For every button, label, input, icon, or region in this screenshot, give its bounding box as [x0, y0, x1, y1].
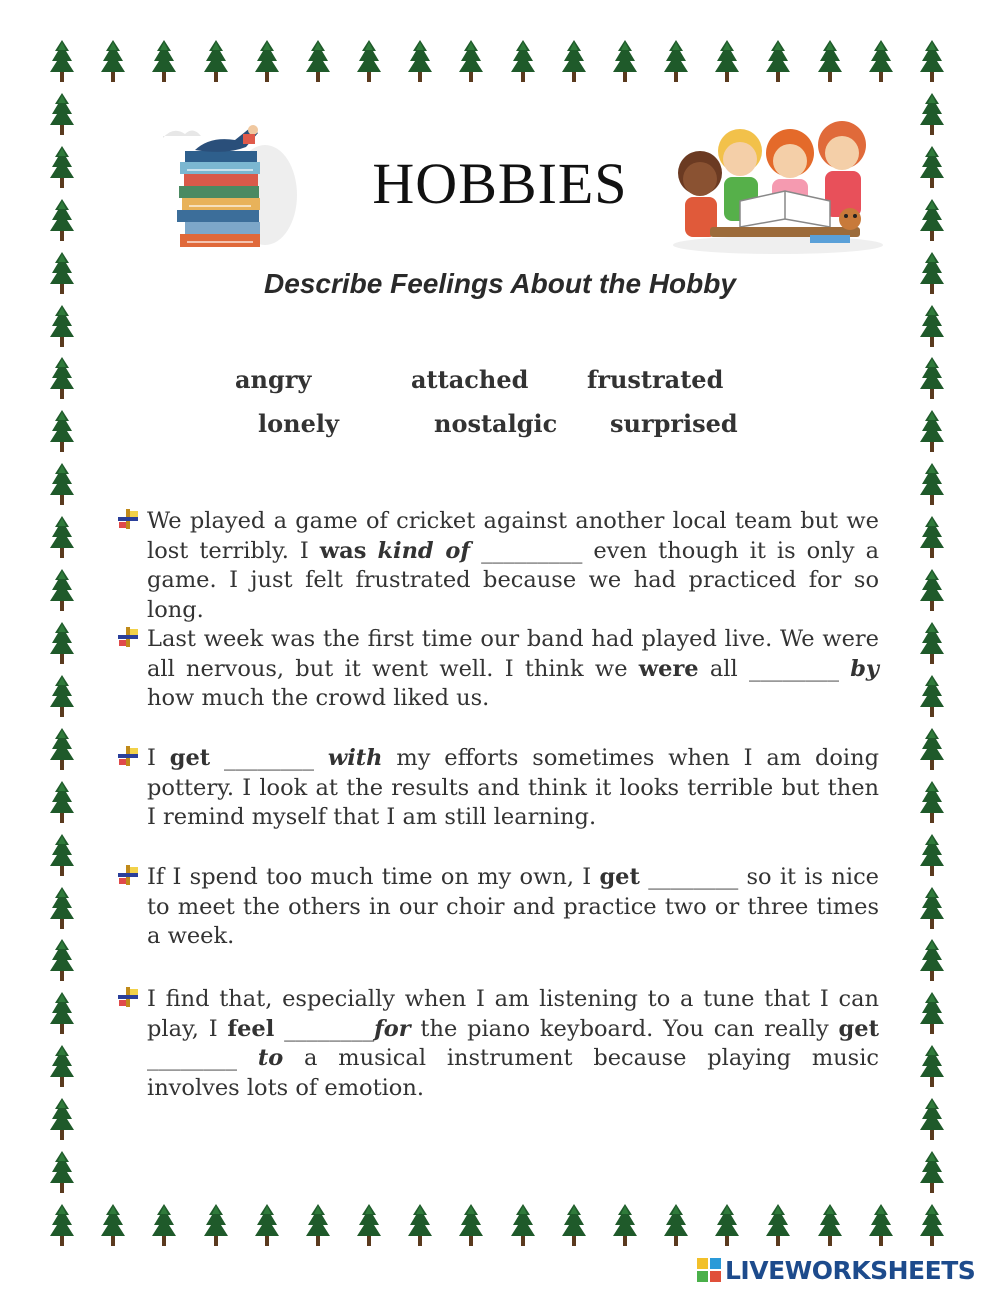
tree-icon [48, 833, 76, 879]
tree-icon [918, 1044, 946, 1090]
tree-icon [918, 833, 946, 879]
word-bank-frustrated: frustrated [587, 365, 724, 394]
footer-brand-text: LIVEWORKSHEETS [725, 1255, 976, 1285]
page-subtitle: Describe Feelings About the Hobby [264, 268, 736, 299]
exercise-5-blank-2[interactable]: ________ [147, 1045, 237, 1071]
tree-icon [253, 1203, 281, 1249]
tree-icon [48, 727, 76, 773]
tree-icon [713, 39, 741, 85]
tree-icon [406, 1203, 434, 1249]
exercise-1-blank[interactable]: _________ [481, 537, 583, 564]
tree-icon [918, 938, 946, 984]
tree-icon [99, 1203, 127, 1249]
tree-icon [918, 674, 946, 720]
tree-icon [918, 621, 946, 667]
exercise-5-text-end: a musical instrument because playing music involves lots of emotion. [147, 1045, 880, 1101]
tree-icon [918, 886, 946, 932]
tree-icon [202, 39, 230, 85]
tree-icon [48, 39, 76, 85]
exercise-2-text: Last week was the first time our band had played live. We were all nervous, but it went well. I think we [147, 626, 879, 682]
exercise-1-text: We played a game of cricket against another local team but we lost terribly. I [147, 508, 879, 564]
tree-icon [48, 1044, 76, 1090]
word-bank-nostalgic: nostalgic [434, 409, 558, 438]
tree-icon [99, 39, 127, 85]
tree-icon [918, 409, 946, 455]
word-bank-lonely: lonely [258, 409, 339, 438]
liveworksheets-brand [697, 1253, 975, 1287]
exercise-5-blank-1[interactable]: ________ [284, 1015, 375, 1042]
exercise-3-text-end: my efforts sometimes when I am doing pottery. I look at the results and think it looks terrible but then I remind myself that I am still learning. [147, 745, 880, 830]
tree-icon [48, 462, 76, 508]
exercise-4-text-end: so it is nice to meet the others in our choir and practice two or three times a week. [147, 864, 879, 949]
tree-icon [48, 938, 76, 984]
exercise-3-blank[interactable]: ________ [224, 745, 315, 771]
tree-icon [48, 1203, 76, 1249]
bullet-icon [117, 864, 141, 886]
word-bank-surprised: surprised [610, 409, 738, 438]
tree-icon [509, 39, 537, 85]
tree-icon [48, 568, 76, 614]
tree-icon [48, 356, 76, 402]
tree-icon [918, 1203, 946, 1249]
exercise-5-keyword-feel: feel [227, 1015, 275, 1042]
tree-icon [867, 1203, 895, 1249]
word-bank-attached: attached [411, 365, 529, 394]
exercise-5-keyword-to: to [257, 1045, 284, 1071]
tree-icon [662, 39, 690, 85]
tree-icon [406, 39, 434, 85]
tree-icon [918, 92, 946, 138]
exercise-4 [147, 863, 879, 952]
tree-icon [918, 1097, 946, 1143]
exercise-4-text: If I spend too much time on my own, I [147, 864, 600, 890]
exercise-5-text: I find that, especially when I am listening to a tune that I can play, I [147, 986, 879, 1042]
tree-icon [918, 727, 946, 773]
tree-icon [48, 515, 76, 561]
exercise-2 [147, 625, 879, 714]
bullet-icon [117, 986, 141, 1008]
tree-icon [918, 356, 946, 402]
tree-icon [304, 1203, 332, 1249]
tree-icon [48, 674, 76, 720]
tree-icon [355, 1203, 383, 1249]
tree-icon [918, 780, 946, 826]
tree-icon [355, 39, 383, 85]
exercise-5-keyword-for: for [374, 1015, 411, 1042]
tree-icon [918, 462, 946, 508]
tree-icon [918, 1150, 946, 1196]
page-title: HOBBIES [372, 151, 628, 216]
tree-icon [457, 39, 485, 85]
tree-icon [816, 39, 844, 85]
exercise-3 [147, 744, 879, 833]
tree-icon [713, 1203, 741, 1249]
exercise-3-keyword-with: with [327, 745, 383, 771]
tree-icon [48, 780, 76, 826]
tree-icon [304, 39, 332, 85]
tree-icon [764, 39, 792, 85]
exercise-2-keyword-were: were [638, 655, 699, 682]
tree-icon [457, 1203, 485, 1249]
tree-icon [560, 39, 588, 85]
tree-icon [48, 991, 76, 1037]
exercise-4-keyword-get: get [599, 864, 640, 890]
tree-icon [918, 304, 946, 350]
bullet-icon [117, 626, 141, 648]
exercise-5-keyword-get: get [838, 1015, 879, 1042]
tree-icon [48, 1150, 76, 1196]
exercise-1-keyword-was: was [319, 537, 367, 564]
tree-icon [867, 39, 895, 85]
tree-icon [202, 1203, 230, 1249]
exercise-5-text-mid: the piano keyboard. You can really [410, 1015, 839, 1042]
tree-icon [918, 991, 946, 1037]
exercise-4-blank[interactable]: ________ [648, 864, 739, 890]
bullet-icon [117, 745, 141, 767]
bullet-icon [117, 508, 141, 530]
tree-icon [611, 39, 639, 85]
word-bank-angry: angry [235, 365, 312, 394]
tree-icon [560, 1203, 588, 1249]
tree-icon [48, 409, 76, 455]
tree-icon [918, 515, 946, 561]
exercise-3-text: I [147, 745, 170, 771]
tree-icon [918, 568, 946, 614]
exercise-2-text-end: how much the crowd liked us. [147, 685, 490, 711]
tree-icon [611, 1203, 639, 1249]
tree-icon [918, 39, 946, 85]
exercise-1-keyword-kind-of: kind of [377, 537, 471, 564]
exercise-2-text-mid: all [698, 655, 749, 682]
tree-icon [48, 92, 76, 138]
tree-icon [48, 621, 76, 667]
exercise-3-keyword-get: get [169, 745, 211, 771]
tree-icon [150, 39, 178, 85]
exercise-1 [147, 507, 879, 625]
tree-icon [662, 1203, 690, 1249]
tree-icon [48, 886, 76, 932]
liveworksheets-logo-icon [697, 1258, 721, 1282]
exercise-5 [147, 985, 879, 1103]
tree-icon [253, 39, 281, 85]
tree-icon [48, 304, 76, 350]
exercise-1-text-end: even though it is only a game. I just felt frustrated because we had practiced for so long. [147, 537, 880, 623]
exercise-2-blank[interactable]: ________ [748, 655, 839, 682]
tree-icon [48, 1097, 76, 1143]
tree-icon [150, 1203, 178, 1249]
tree-icon [816, 1203, 844, 1249]
exercise-2-keyword-by: by [850, 655, 879, 682]
tree-icon [509, 1203, 537, 1249]
tree-icon [764, 1203, 792, 1249]
